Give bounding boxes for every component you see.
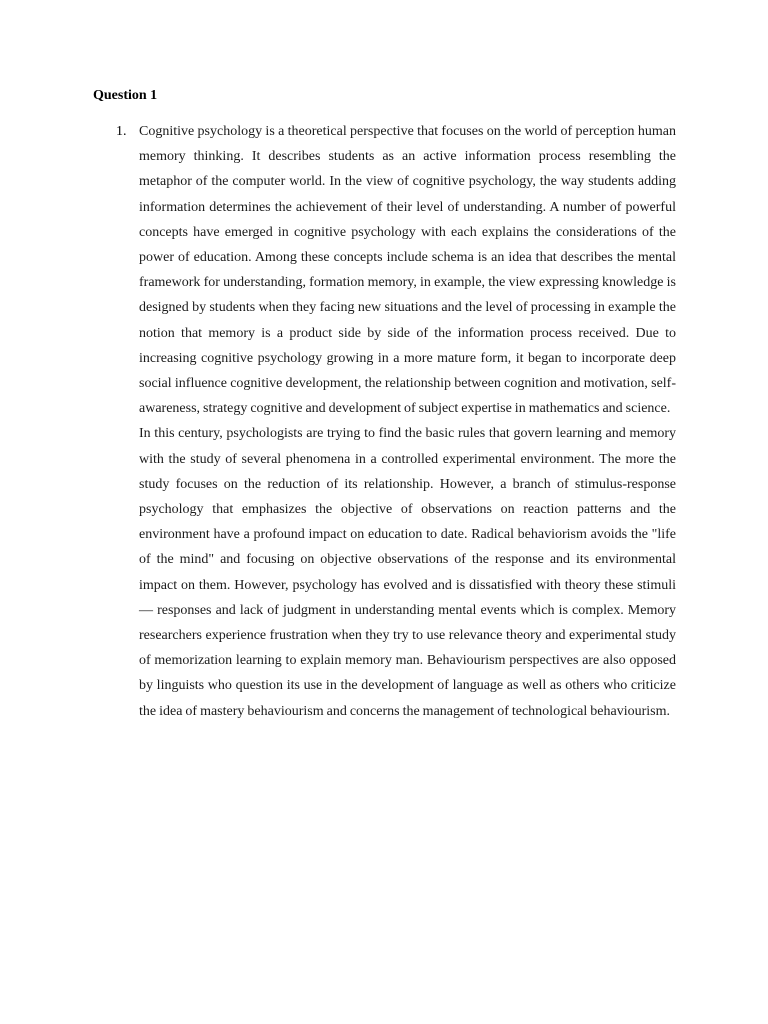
question-heading: Question 1 — [93, 88, 158, 103]
list-item — [116, 119, 676, 724]
paragraph-cognitive-psychology: Cognitive psychology is a theoretical perspective that focuses on the world of perception human memory thinking. It describes students as an active information process resembling the metaphor of the computer world. In the view of cognitive psychology, the way students adding information determines the achievement of their level of understanding. A number of powerful concepts have emerged in cognitive psychology with each explains the considerations of the power of education. Among these concepts include schema is an idea that describes the mental framework for understanding, formation memory, in example, the view expressing knowledge is designed by students when they facing new situations and the level of processing in example the notion that memory is a product side by side of the information process received. Due to increasing cognitive psychology growing in a more mature form, it began to incorporate deep social influence cognitive development, the relationship between cognition and motivation, self-awareness, strategy cognitive and development of subject expertise in mathematics and science. — [139, 124, 676, 417]
list-marker: 1. — [116, 124, 127, 139]
paragraph-behaviorism: In this century, psychologists are trying to find the basic rules that govern learning and memory with the study of several phenomena in a controlled experimental environment. The more the study focuses on the reduction of its relationship. However, a branch of stimulus-response psychology that emphasizes the objective of observations on reaction patterns and the environment have a profound impact on education to date. Radical behaviorism avoids the "life of the mind" and focusing on objective observations of the response and its environmental impact on them. However, psychology has evolved and is dissatisfied with theory these stimuli — responses and lack of judgment in understanding mental events which is complex. Memory researchers experience frustration when they try to use relevance theory and experimental study of memorization learning to explain memory man. Behaviourism perspectives are also opposed by linguists who question its use in the development of language as well as others who criticize the idea of mastery behaviourism and concerns the management of technological behaviourism. — [139, 426, 676, 719]
answer-list — [116, 119, 676, 724]
